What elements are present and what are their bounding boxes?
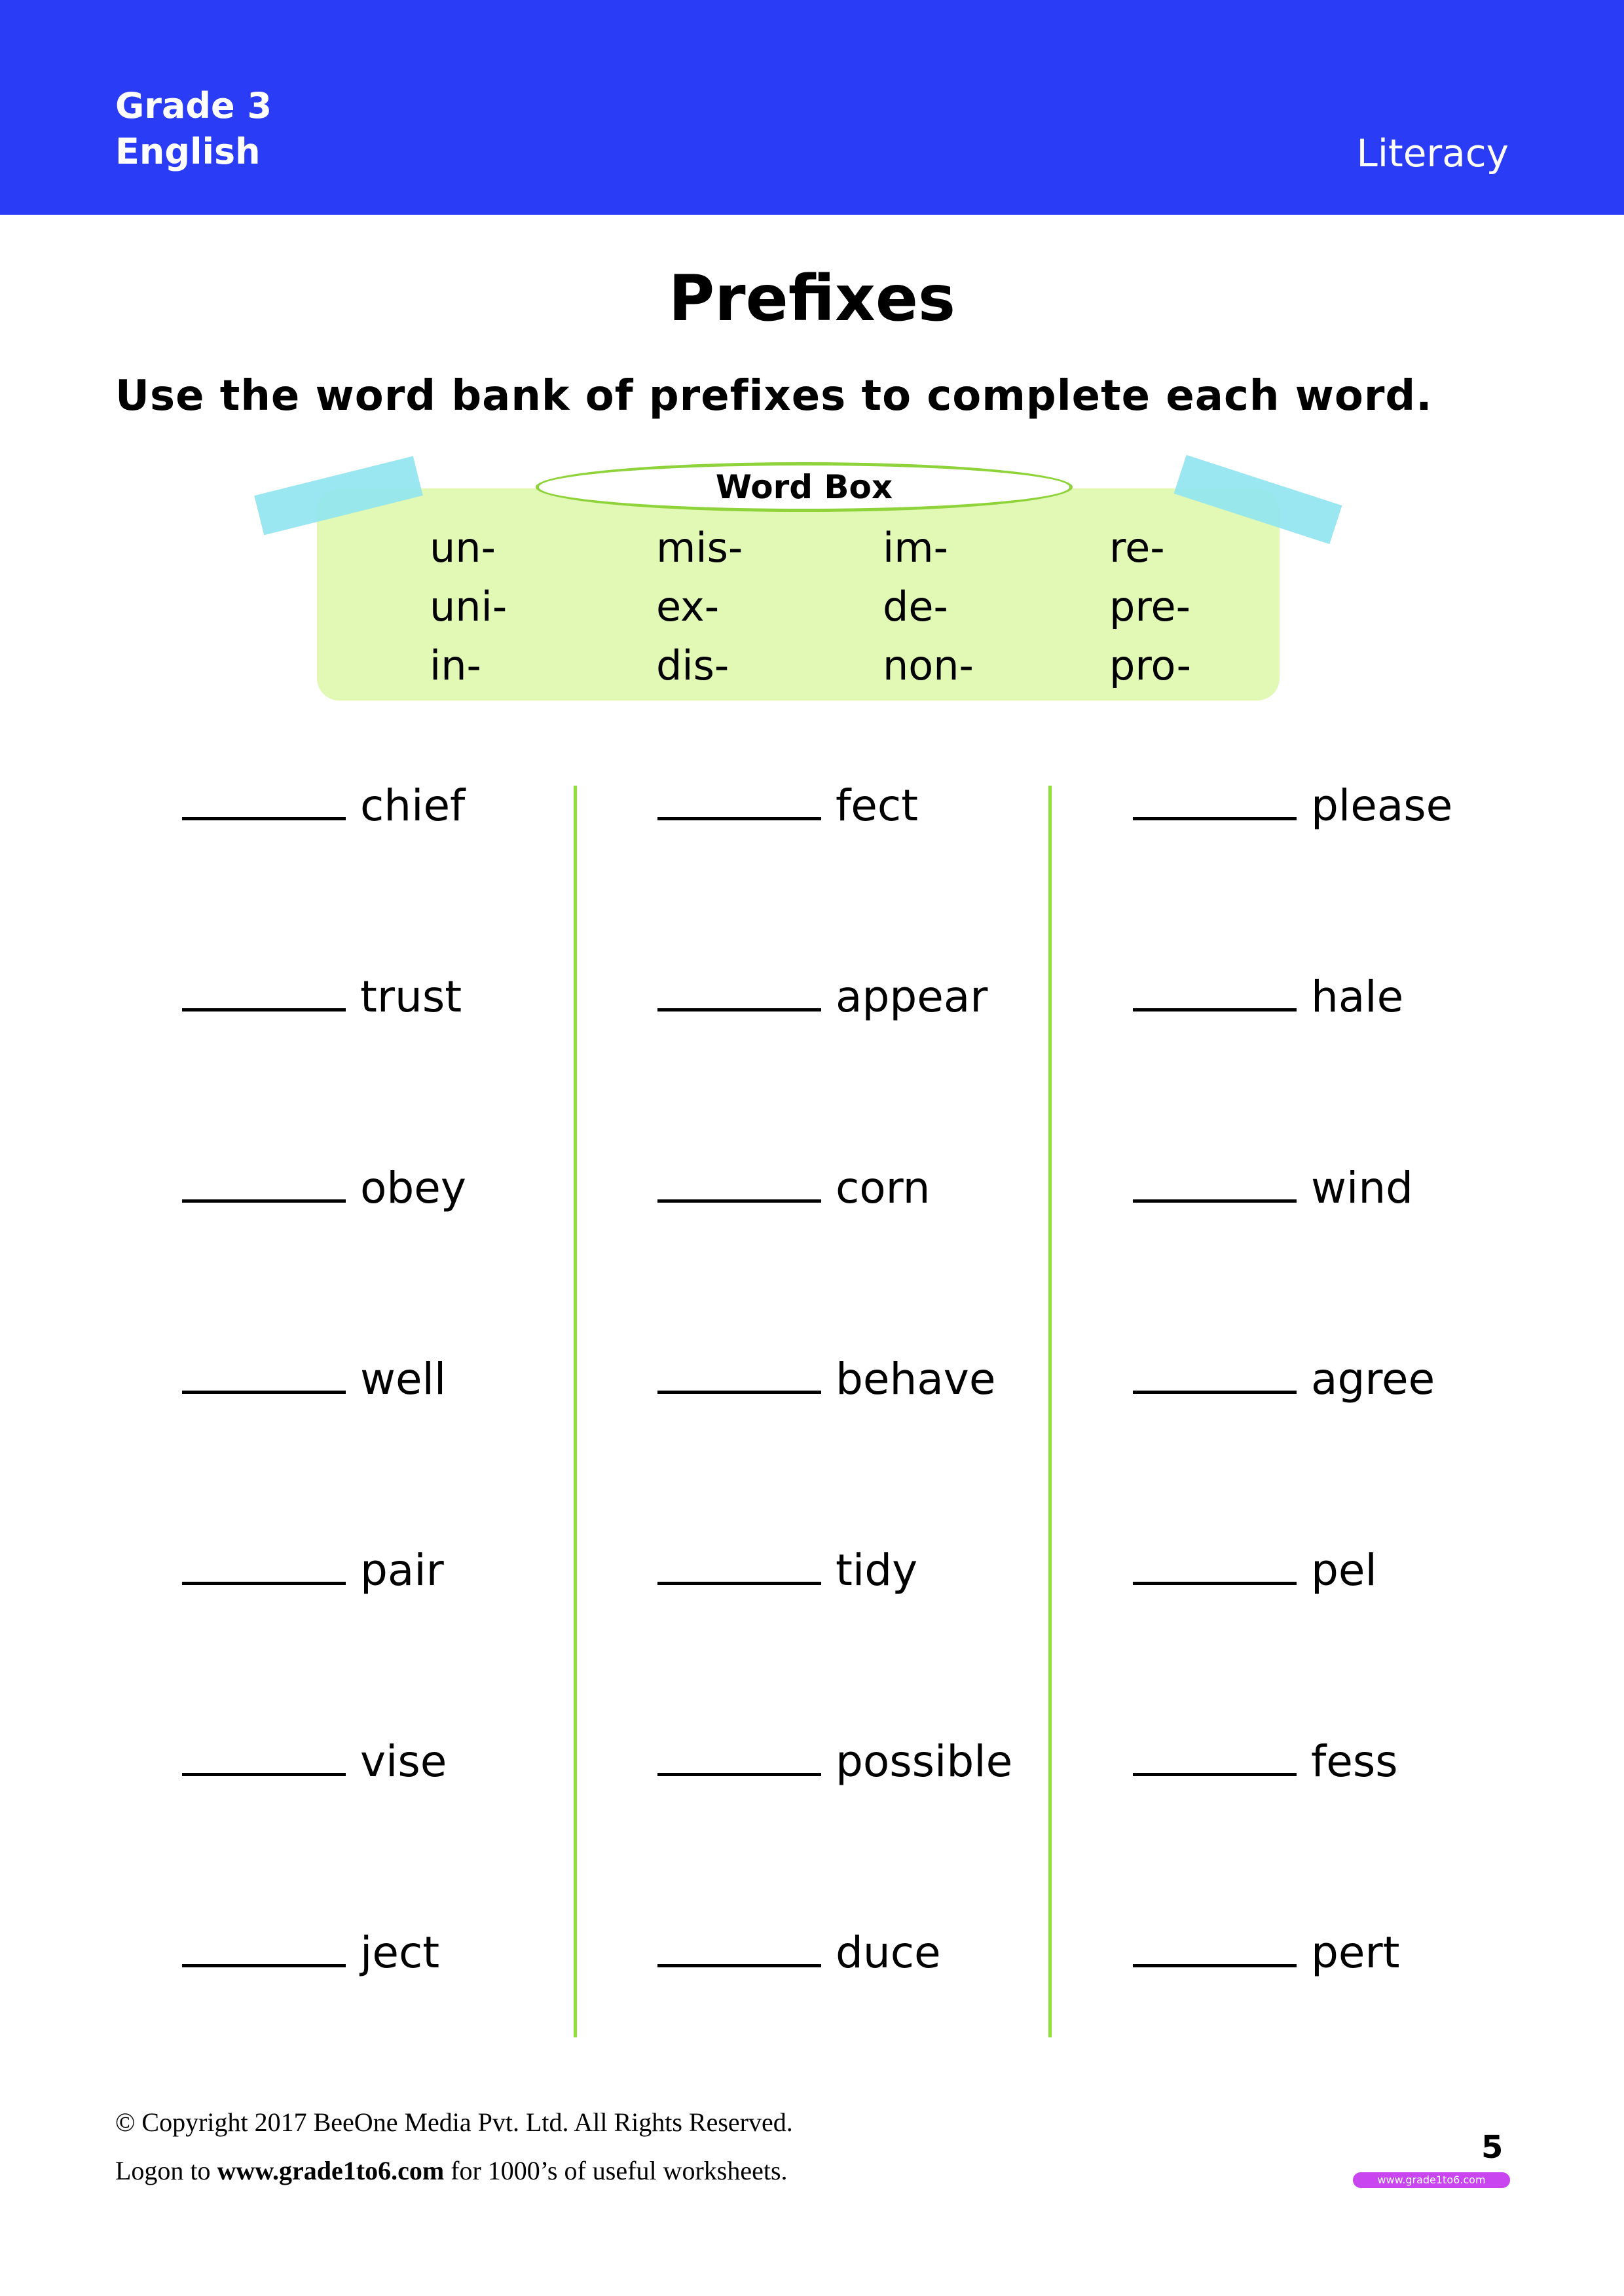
exercise-item [182, 1544, 444, 1595]
header-band [0, 0, 1624, 215]
word-stem: chief [360, 780, 466, 831]
word-stem: well [360, 1354, 447, 1404]
subject-label: English [115, 131, 261, 172]
exercise-item [657, 1161, 930, 1213]
answer-blank[interactable] [182, 1544, 346, 1585]
answer-blank[interactable] [182, 970, 346, 1011]
logon-prefix: Logon to [115, 2156, 217, 2185]
exercise-item [1133, 1161, 1413, 1213]
page-title: Prefixes [668, 262, 956, 335]
exercise-item [1133, 1353, 1435, 1404]
exercise-item [182, 1353, 446, 1404]
answer-blank[interactable] [182, 1926, 346, 1967]
answer-blank[interactable] [657, 1353, 821, 1394]
grade-label: Grade 3 [115, 85, 272, 126]
answer-blank[interactable] [182, 1161, 346, 1203]
word-stem: trust [360, 972, 462, 1022]
exercise-item [657, 970, 987, 1022]
exercise-item [1133, 779, 1452, 831]
logon-text [115, 2155, 788, 2186]
exercise-item [182, 970, 462, 1022]
word-stem: hale [1311, 972, 1404, 1022]
answer-blank[interactable] [1133, 1353, 1297, 1394]
column-divider [1048, 786, 1052, 2037]
answer-blank[interactable] [657, 1161, 821, 1203]
answer-blank[interactable] [1133, 1926, 1297, 1967]
exercise-item [182, 779, 465, 831]
answer-blank[interactable] [1133, 1161, 1297, 1203]
word-stem: pair [360, 1545, 444, 1595]
word-stem: pel [1311, 1545, 1377, 1595]
prefix-word: ex- [656, 583, 720, 630]
exercise-item [657, 1353, 995, 1404]
exercise-item [657, 1926, 941, 1978]
answer-blank[interactable] [657, 1544, 821, 1585]
answer-blank[interactable] [657, 970, 821, 1011]
answer-blank[interactable] [657, 779, 821, 820]
website-link[interactable]: www.grade1to6.com [217, 2156, 445, 2185]
answer-blank[interactable] [1133, 1544, 1297, 1585]
answer-blank[interactable] [182, 1353, 346, 1394]
answer-blank[interactable] [1133, 1735, 1297, 1776]
prefix-word: un- [430, 524, 496, 572]
prefix-word: non- [883, 642, 974, 689]
topic-label: Literacy [1356, 131, 1509, 175]
prefix-word: mis- [656, 524, 743, 572]
word-stem: wind [1311, 1163, 1414, 1213]
exercise-item [182, 1735, 447, 1787]
word-stem: vise [360, 1736, 447, 1787]
logon-suffix: for 1000’s of useful worksheets. [444, 2156, 788, 2185]
word-stem: duce [836, 1927, 941, 1978]
exercise-item [657, 1735, 1012, 1787]
answer-blank[interactable] [1133, 779, 1297, 820]
prefix-word: uni- [430, 583, 507, 630]
prefix-word: de- [883, 583, 948, 630]
word-stem: pert [1311, 1927, 1400, 1978]
word-stem: appear [836, 972, 988, 1022]
prefix-word: pro- [1109, 642, 1191, 689]
word-stem: ject [360, 1927, 440, 1978]
page-number: 5 [1481, 2129, 1504, 2166]
word-stem: behave [836, 1354, 996, 1404]
exercise-item [1133, 1926, 1400, 1978]
answer-blank[interactable] [1133, 970, 1297, 1011]
word-stem: fess [1311, 1736, 1398, 1787]
exercise-item [657, 1544, 917, 1595]
exercise-item [1133, 970, 1403, 1022]
word-stem: possible [836, 1736, 1013, 1787]
word-stem: please [1311, 780, 1453, 831]
exercise-item [182, 1161, 466, 1213]
word-stem: fect [836, 780, 919, 831]
site-badge: www.grade1to6.com [1353, 2172, 1510, 2188]
word-stem: corn [836, 1163, 931, 1213]
prefix-word: re- [1109, 524, 1165, 572]
answer-blank[interactable] [657, 1735, 821, 1776]
exercise-item [1133, 1544, 1377, 1595]
prefix-word: pre- [1109, 583, 1190, 630]
word-stem: obey [360, 1163, 466, 1213]
prefix-word: dis- [656, 642, 729, 689]
column-divider [574, 786, 577, 2037]
word-box-label: Word Box [536, 462, 1073, 512]
answer-blank[interactable] [657, 1926, 821, 1967]
prefix-word: im- [883, 524, 948, 572]
exercise-item [1133, 1735, 1398, 1787]
prefix-word: in- [430, 642, 481, 689]
exercise-item [657, 779, 918, 831]
copyright-text: © Copyright 2017 BeeOne Media Pvt. Ltd. All Rights Reserved. [115, 2107, 793, 2137]
exercise-item [182, 1926, 439, 1978]
word-stem: tidy [836, 1545, 918, 1595]
answer-blank[interactable] [182, 779, 346, 820]
word-stem: agree [1311, 1354, 1435, 1404]
answer-blank[interactable] [182, 1735, 346, 1776]
instruction-text: Use the word bank of prefixes to complete each word. [115, 372, 1433, 420]
